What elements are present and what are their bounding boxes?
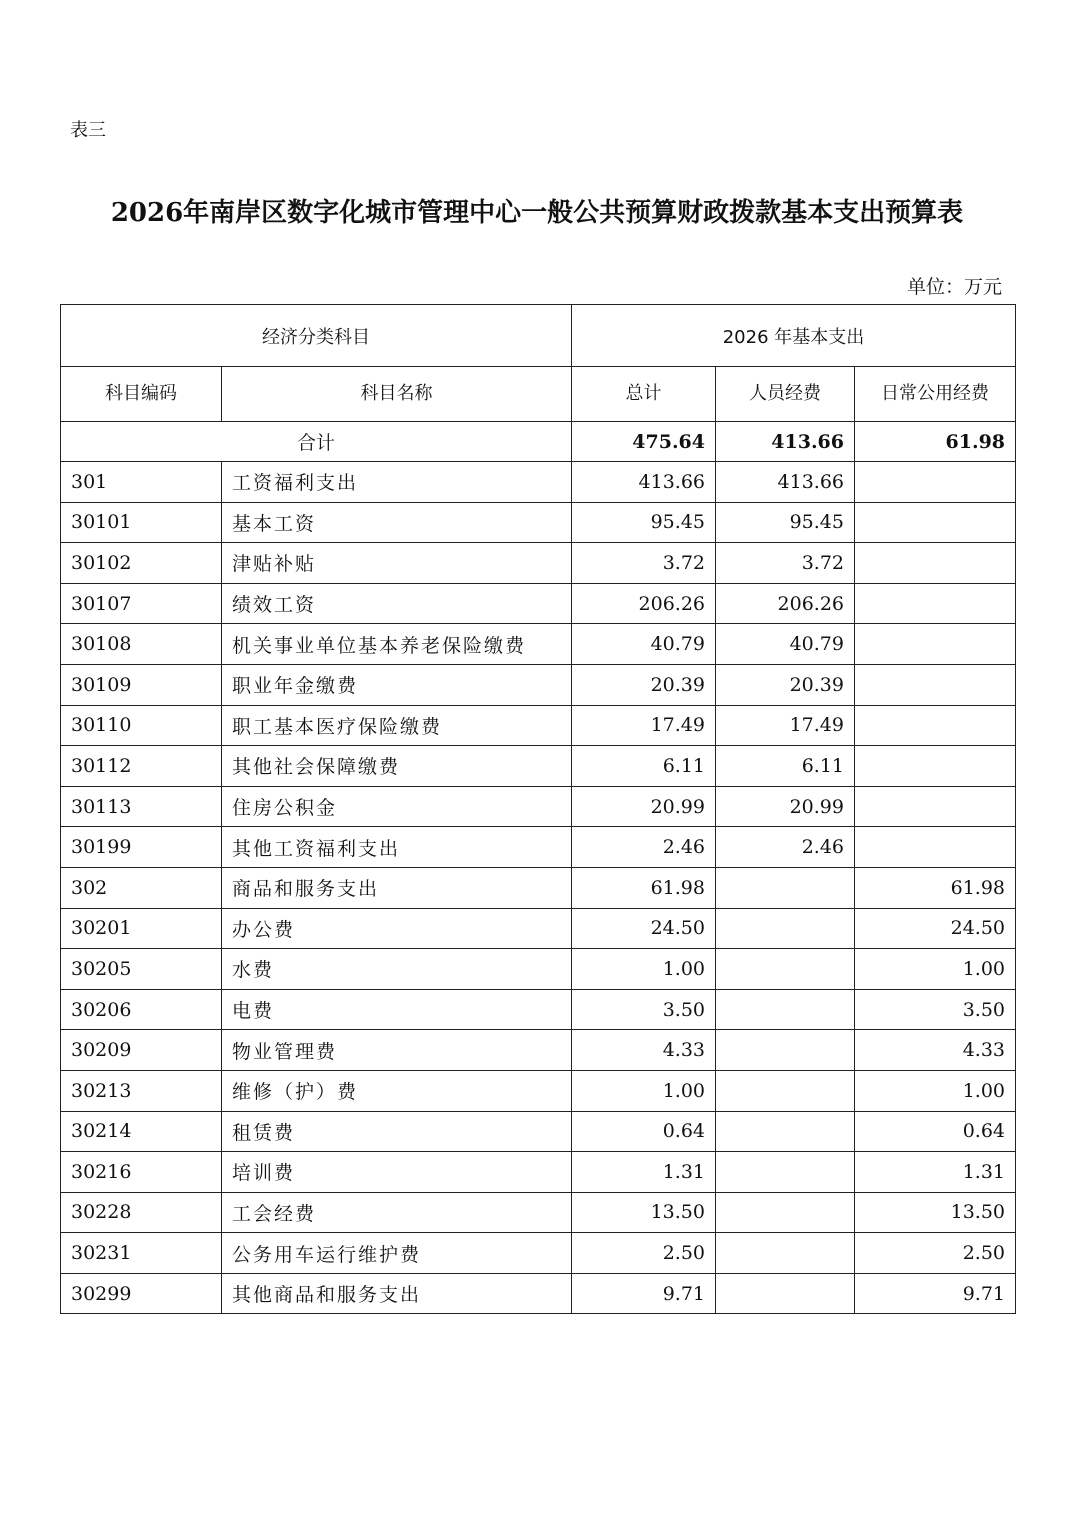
row-code: 30110 — [61, 705, 222, 746]
table-row — [61, 1233, 1016, 1274]
table-row — [61, 624, 1016, 665]
row-public-daily — [855, 462, 1016, 503]
row-total: 1.31 — [572, 1152, 716, 1193]
row-name: 工资福利支出 — [222, 462, 572, 503]
row-personnel: 40.79 — [716, 624, 855, 665]
table-row — [61, 908, 1016, 949]
row-public-daily: 4.33 — [855, 1030, 1016, 1071]
summary-label: 合计 — [61, 422, 572, 462]
row-personnel — [716, 989, 855, 1030]
row-code: 30228 — [61, 1192, 222, 1233]
row-public-daily: 1.31 — [855, 1152, 1016, 1193]
row-code: 30209 — [61, 1030, 222, 1071]
summary-public-daily: 61.98 — [855, 422, 1016, 462]
row-code: 30107 — [61, 583, 222, 624]
table-row — [61, 827, 1016, 868]
row-personnel: 206.26 — [716, 583, 855, 624]
row-public-daily — [855, 827, 1016, 868]
row-public-daily — [855, 786, 1016, 827]
row-total: 0.64 — [572, 1111, 716, 1152]
row-code: 30201 — [61, 908, 222, 949]
table-row — [61, 705, 1016, 746]
row-public-daily — [855, 502, 1016, 543]
row-public-daily: 61.98 — [855, 867, 1016, 908]
row-name: 电费 — [222, 989, 572, 1030]
row-total: 3.72 — [572, 543, 716, 584]
row-personnel — [716, 1030, 855, 1071]
row-name: 机关事业单位基本养老保险缴费 — [222, 624, 572, 665]
row-code: 30231 — [61, 1233, 222, 1274]
row-code: 30101 — [61, 502, 222, 543]
row-total: 17.49 — [572, 705, 716, 746]
row-total: 40.79 — [572, 624, 716, 665]
row-code: 30214 — [61, 1111, 222, 1152]
row-code: 302 — [61, 867, 222, 908]
row-total: 24.50 — [572, 908, 716, 949]
row-personnel — [716, 1070, 855, 1111]
row-personnel: 3.72 — [716, 543, 855, 584]
row-personnel: 2.46 — [716, 827, 855, 868]
row-name: 培训费 — [222, 1152, 572, 1193]
row-total: 1.00 — [572, 949, 716, 990]
summary-row — [61, 422, 1016, 462]
row-code: 30299 — [61, 1273, 222, 1314]
summary-total: 475.64 — [572, 422, 716, 462]
row-total: 206.26 — [572, 583, 716, 624]
row-name: 工会经费 — [222, 1192, 572, 1233]
row-code: 30206 — [61, 989, 222, 1030]
row-name: 其他工资福利支出 — [222, 827, 572, 868]
row-name: 办公费 — [222, 908, 572, 949]
table-row — [61, 989, 1016, 1030]
table-row — [61, 664, 1016, 705]
header-total: 总计 — [572, 367, 716, 422]
row-name: 租赁费 — [222, 1111, 572, 1152]
row-public-daily: 1.00 — [855, 949, 1016, 990]
table-row — [61, 1273, 1016, 1314]
row-code: 30109 — [61, 664, 222, 705]
table-row — [61, 502, 1016, 543]
row-public-daily — [855, 583, 1016, 624]
row-personnel: 20.99 — [716, 786, 855, 827]
row-public-daily: 3.50 — [855, 989, 1016, 1030]
table-row — [61, 543, 1016, 584]
table-row — [61, 1192, 1016, 1233]
row-code: 30216 — [61, 1152, 222, 1193]
row-name: 维修（护）费 — [222, 1070, 572, 1111]
row-personnel: 20.39 — [716, 664, 855, 705]
budget-table — [60, 304, 1016, 1314]
row-name: 住房公积金 — [222, 786, 572, 827]
header-personnel: 人员经费 — [716, 367, 855, 422]
row-total: 413.66 — [572, 462, 716, 503]
header-year-basic: 2026 年基本支出 — [572, 305, 1016, 367]
row-total: 20.39 — [572, 664, 716, 705]
row-personnel: 6.11 — [716, 746, 855, 787]
row-name: 其他商品和服务支出 — [222, 1273, 572, 1314]
row-public-daily — [855, 543, 1016, 584]
row-total: 2.50 — [572, 1233, 716, 1274]
row-personnel: 95.45 — [716, 502, 855, 543]
row-public-daily: 0.64 — [855, 1111, 1016, 1152]
row-public-daily — [855, 664, 1016, 705]
header-econ-class: 经济分类科目 — [61, 305, 572, 367]
row-personnel — [716, 1192, 855, 1233]
table-row — [61, 867, 1016, 908]
row-personnel: 413.66 — [716, 462, 855, 503]
row-public-daily — [855, 746, 1016, 787]
header-name: 科目名称 — [222, 367, 572, 422]
row-total: 1.00 — [572, 1070, 716, 1111]
table-row — [61, 746, 1016, 787]
row-code: 301 — [61, 462, 222, 503]
row-personnel — [716, 949, 855, 990]
header-public-daily: 日常公用经费 — [855, 367, 1016, 422]
row-public-daily: 13.50 — [855, 1192, 1016, 1233]
row-total: 20.99 — [572, 786, 716, 827]
row-total: 3.50 — [572, 989, 716, 1030]
table-row — [61, 949, 1016, 990]
row-personnel — [716, 1111, 855, 1152]
row-public-daily: 9.71 — [855, 1273, 1016, 1314]
row-personnel — [716, 1152, 855, 1193]
row-name: 绩效工资 — [222, 583, 572, 624]
row-code: 30213 — [61, 1070, 222, 1111]
row-code: 30199 — [61, 827, 222, 868]
row-total: 13.50 — [572, 1192, 716, 1233]
row-total: 61.98 — [572, 867, 716, 908]
row-name: 其他社会保障缴费 — [222, 746, 572, 787]
table-row — [61, 1070, 1016, 1111]
row-personnel: 17.49 — [716, 705, 855, 746]
row-code: 30205 — [61, 949, 222, 990]
row-code: 30113 — [61, 786, 222, 827]
row-name: 商品和服务支出 — [222, 867, 572, 908]
summary-personnel: 413.66 — [716, 422, 855, 462]
row-total: 2.46 — [572, 827, 716, 868]
row-code: 30112 — [61, 746, 222, 787]
row-total: 4.33 — [572, 1030, 716, 1071]
table-row — [61, 583, 1016, 624]
row-name: 公务用车运行维护费 — [222, 1233, 572, 1274]
table-row — [61, 462, 1016, 503]
row-code: 30102 — [61, 543, 222, 584]
row-public-daily: 24.50 — [855, 908, 1016, 949]
table-number-label: 表三 — [70, 120, 106, 141]
row-name: 基本工资 — [222, 502, 572, 543]
row-code: 30108 — [61, 624, 222, 665]
header-code: 科目编码 — [61, 367, 222, 422]
row-name: 水费 — [222, 949, 572, 990]
table-row — [61, 1152, 1016, 1193]
row-personnel — [716, 867, 855, 908]
row-name: 津贴补贴 — [222, 543, 572, 584]
table-row — [61, 786, 1016, 827]
row-personnel — [716, 908, 855, 949]
unit-label: 单位：万元 — [906, 276, 1002, 298]
table-row — [61, 1111, 1016, 1152]
header-row-1 — [61, 305, 1016, 367]
document-title: 2026年南岸区数字化城市管理中心一般公共预算财政拨款基本支出预算表 — [110, 198, 964, 228]
row-personnel — [716, 1233, 855, 1274]
table-row — [61, 1030, 1016, 1071]
row-public-daily — [855, 624, 1016, 665]
row-total: 6.11 — [572, 746, 716, 787]
row-public-daily: 1.00 — [855, 1070, 1016, 1111]
row-public-daily: 2.50 — [855, 1233, 1016, 1274]
row-personnel — [716, 1273, 855, 1314]
header-row-2 — [61, 367, 1016, 422]
row-total: 9.71 — [572, 1273, 716, 1314]
row-name: 职业年金缴费 — [222, 664, 572, 705]
row-name: 职工基本医疗保险缴费 — [222, 705, 572, 746]
row-total: 95.45 — [572, 502, 716, 543]
row-name: 物业管理费 — [222, 1030, 572, 1071]
row-public-daily — [855, 705, 1016, 746]
